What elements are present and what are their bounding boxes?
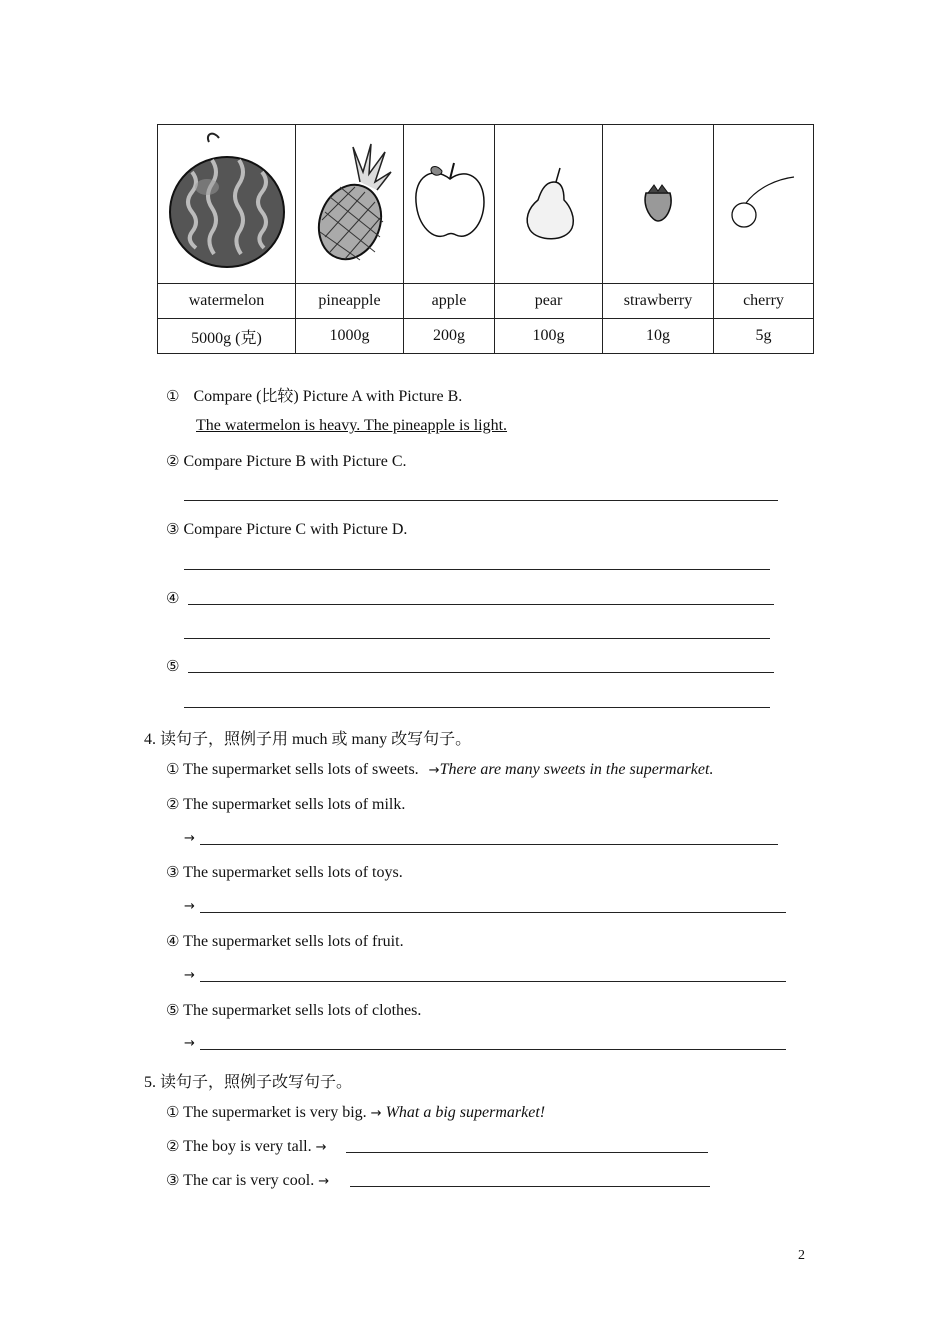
q3-item-4-number: ④ (166, 589, 180, 607)
watermelon-image (167, 132, 287, 272)
arrow-icon: → (184, 831, 195, 846)
q5-example-text: The supermarket is very big. (183, 1104, 367, 1121)
watermelon-picture-cell (158, 125, 296, 284)
q3-item-2-text: Compare Picture B with Picture C. (183, 453, 407, 470)
q5-item-2 (166, 1137, 327, 1156)
answer-line[interactable] (184, 500, 778, 501)
q4-item-2-text: The supermarket sells lots of milk. (183, 796, 406, 813)
q4-title: 4. 读句子，照例子用 much 或 many 改写句子。 (144, 731, 472, 748)
pear-image (514, 162, 584, 242)
pineapple-image (305, 142, 395, 262)
cherry-image (724, 167, 804, 237)
q5-item-2-text: The boy is very tall. (183, 1138, 312, 1155)
q4-example-text: The supermarket sells lots of sweets. (183, 761, 419, 778)
weight-pear: 100g (495, 319, 603, 354)
q3-item-1-text: Compare (比较) Picture A with Picture B. (193, 388, 463, 405)
q5-example-answer: What a big supermarket! (385, 1104, 546, 1121)
answer-line[interactable] (184, 569, 770, 570)
answer-line[interactable] (184, 638, 770, 639)
q4-item-5-text: The supermarket sells lots of clothes. (183, 1002, 422, 1019)
answer-line[interactable] (200, 981, 786, 982)
name-apple: apple (404, 284, 495, 319)
answer-line[interactable] (188, 604, 774, 605)
q4-example-number: ① (166, 760, 180, 778)
name-pineapple: pineapple (296, 284, 404, 319)
answer-line[interactable] (200, 844, 778, 845)
name-cherry: cherry (714, 284, 814, 319)
q3-item-3-number: ③ (166, 520, 180, 538)
q4-item-4-number: ④ (166, 932, 180, 950)
q4-item-2 (166, 795, 405, 814)
q3-item-1-number: ① (166, 387, 180, 405)
q3-item-2-number: ② (166, 452, 180, 470)
q3-item-5 (166, 657, 179, 676)
fruit-table (157, 124, 814, 354)
answer-line[interactable] (200, 912, 786, 913)
q4-item-3-text: The supermarket sells lots of toys. (183, 864, 403, 881)
q4-item-3-number: ③ (166, 863, 180, 881)
q5-item-2-number: ② (166, 1137, 180, 1155)
q4-item-4-text: The supermarket sells lots of fruit. (183, 933, 404, 950)
q3-item-2 (166, 452, 407, 471)
q5-item-3-number: ③ (166, 1171, 180, 1189)
cherry-picture-cell (714, 125, 814, 284)
q4-item-5-number: ⑤ (166, 1001, 180, 1019)
arrow-icon: → (184, 968, 195, 983)
weight-pineapple: 1000g (296, 319, 404, 354)
name-watermelon: watermelon (158, 284, 296, 319)
q3-item-4 (166, 589, 179, 608)
arrow-icon: → (184, 899, 195, 914)
q4-example (166, 760, 713, 779)
q5-title: 5. 读句子，照例子改写句子。 (144, 1074, 353, 1091)
arrow-icon: → (184, 1036, 195, 1051)
pineapple-picture-cell (296, 125, 404, 284)
q4-item-5 (166, 1001, 421, 1020)
q3-example-answer: The watermelon is heavy. The pineapple is light. (196, 417, 508, 434)
q5-example (166, 1103, 545, 1122)
answer-line[interactable] (346, 1152, 708, 1153)
weight-apple: 200g (404, 319, 495, 354)
apple-picture-cell (404, 125, 495, 284)
arrow-icon: → (315, 1140, 327, 1155)
q3-item-3 (166, 520, 407, 539)
answer-line[interactable] (200, 1049, 786, 1050)
q4-item-4 (166, 932, 404, 951)
answer-line[interactable] (184, 707, 770, 708)
weight-cherry: 5g (714, 319, 814, 354)
q5-item-3 (166, 1171, 329, 1190)
arrow-icon: → (318, 1174, 330, 1189)
strawberry-image (638, 177, 678, 227)
arrow-icon: → (370, 1106, 382, 1121)
answer-line[interactable] (188, 672, 774, 673)
q3-item-1 (166, 383, 462, 406)
name-strawberry: strawberry (603, 284, 714, 319)
answer-line[interactable] (350, 1186, 710, 1187)
q3-item-3-text: Compare Picture C with Picture D. (183, 521, 408, 538)
strawberry-picture-cell (603, 125, 714, 284)
q4-item-2-number: ② (166, 795, 180, 813)
page-number: 2 (798, 1248, 805, 1263)
q4-example-answer: There are many sweets in the supermarket. (439, 761, 714, 778)
weight-watermelon: 5000g (克) (158, 319, 296, 354)
q5-item-3-text: The car is very cool. (183, 1172, 315, 1189)
q4-item-3 (166, 863, 403, 882)
q5-example-number: ① (166, 1103, 180, 1121)
name-pear: pear (495, 284, 603, 319)
weight-strawberry: 10g (603, 319, 714, 354)
apple-image (412, 157, 487, 247)
q3-item-5-number: ⑤ (166, 657, 180, 675)
pear-picture-cell (495, 125, 603, 284)
arrow-icon: → (428, 763, 440, 778)
